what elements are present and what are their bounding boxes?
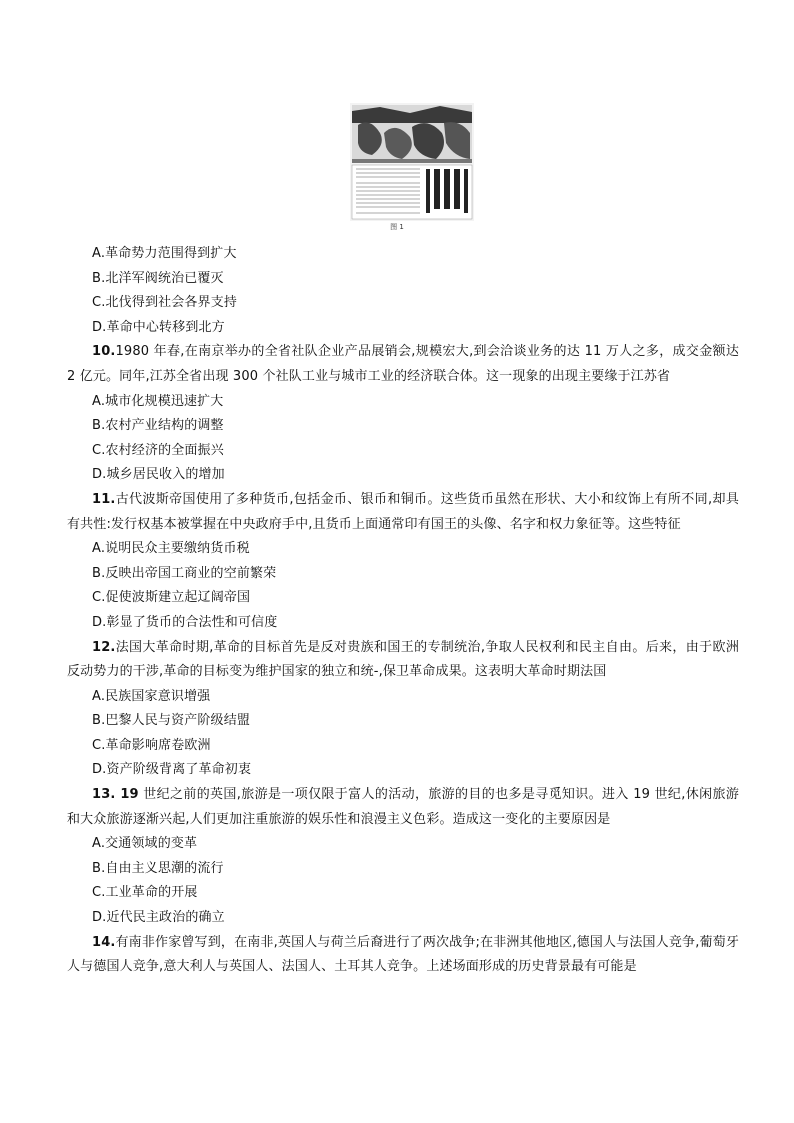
question-stem <box>67 783 739 832</box>
option-b: B.巴黎人民与资产阶级结盟 <box>92 713 251 729</box>
question-list <box>67 242 739 980</box>
option-b: B.自由主义思潮的流行 <box>92 860 224 876</box>
option-d: D.城乡居民收入的增加 <box>92 467 225 483</box>
option-c: C.工业革命的开展 <box>92 885 198 901</box>
question-13 <box>67 783 739 931</box>
question-12 <box>67 636 739 784</box>
question-9-options <box>67 242 739 340</box>
option-b: B.农村产业结构的调整 <box>92 418 224 434</box>
option-c: C.农村经济的全面振兴 <box>92 442 224 458</box>
option-a: A.民族国家意识增强 <box>92 688 211 704</box>
question-stem <box>67 636 739 685</box>
question-number: 13. 19 <box>92 787 139 803</box>
option-a: A.说明民众主要缴纳货币税 <box>92 541 250 557</box>
option-d: D.资产阶级背离了革命初衷 <box>92 762 252 778</box>
question-text: 法国大革命时期,革命的目标首先是反对贵族和国王的专制统治,争取人民权利和民主自由。后来，由于欧洲反动势力的干涉,革命的目标变为维护国家的独立和统-,保卫革命成果。这表明大革命时期法国 <box>67 639 739 680</box>
question-number: 12. <box>92 639 116 655</box>
option-c: C.促使波斯建立起辽阔帝国 <box>92 590 251 606</box>
option-c: C.革命影响席卷欧洲 <box>92 737 211 753</box>
figure-caption: 图 1 <box>390 223 404 231</box>
question-text: 1980 年春,在南京举办的全省社队企业产品展销会,规模宏大,到会洽谈业务的达 11 万人之多，成交金额达 2 亿元。同年,江苏全省出现 300 个社队工业与城市工业的经济联合体。这一现象的出现主要缘于江苏省 <box>67 344 739 384</box>
option-b: B.反映出帝国工商业的空前繁荣 <box>92 565 277 581</box>
question-10 <box>67 340 739 488</box>
option-c: C.北伐得到社会各界支持 <box>92 295 238 311</box>
option-a: A.交通领域的变革 <box>92 836 198 852</box>
question-number: 10. <box>92 344 116 360</box>
question-11 <box>67 488 739 636</box>
question-text: 世纪之前的英国,旅游是一项仅限于富人的活动，旅游的目的也多是寻觅知识。进入 19 世纪,休闲旅游和大众旅游逐渐兴起,人们更加注重旅游的娱乐性和浪漫主义色彩。造成这一变化的主要原因是 <box>67 787 739 827</box>
newspaper-figure <box>350 103 474 221</box>
option-d: D.革命中心转移到北方 <box>92 319 225 335</box>
option-d: D.彰显了货币的合法性和可信度 <box>92 614 278 630</box>
question-stem <box>67 488 739 537</box>
option-a: A.革命势力范围得到扩大 <box>92 246 237 261</box>
option-b: B.北洋军阀统治已覆灭 <box>92 270 224 286</box>
newspaper-image <box>350 103 474 221</box>
question-text: 古代波斯帝国使用了多种货币,包括金币、银币和铜币。这些货币虽然在形状、大小和纹饰上有所不同,却具有共性:发行权基本被掌握在中央政府手中,且货币上面通常印有国王的头像、名字和权力象征等。这些特征 <box>67 491 739 532</box>
question-stem <box>67 340 739 389</box>
question-14 <box>67 931 739 980</box>
option-a: A.城市化规模迅速扩大 <box>92 393 224 409</box>
question-text: 有南非作家曾写到，在南非,英国人与荷兰后裔进行了两次战争;在非洲其他地区,德国人与法国人竞争,葡萄牙人与德国人竞争,意大利人与英国人、法国人、土耳其人竞争。上述场面形成的历史背景最有可能是 <box>67 934 739 975</box>
question-stem <box>67 931 739 980</box>
question-number: 14. <box>92 934 116 950</box>
question-number: 11. <box>92 491 116 507</box>
option-d: D.近代民主政治的确立 <box>92 910 225 926</box>
